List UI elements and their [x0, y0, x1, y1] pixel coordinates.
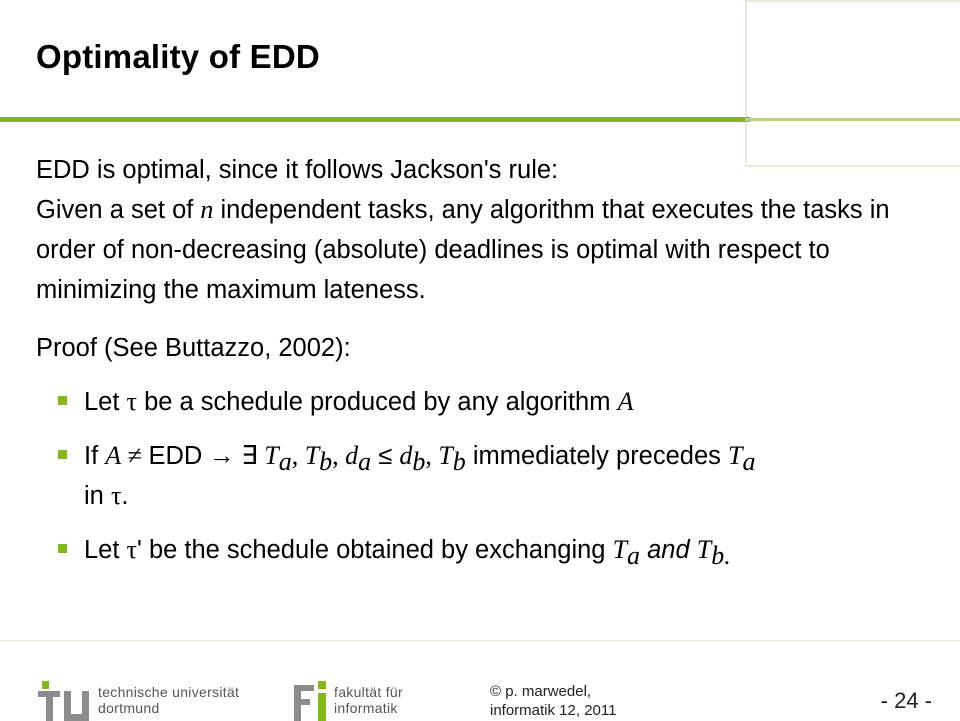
slide-footer — [0, 660, 960, 720]
math-T: T — [304, 441, 320, 470]
math-T: T — [438, 441, 453, 470]
tu-line-1: technische universität — [98, 684, 240, 700]
math-sub-b: b — [412, 447, 426, 477]
math-exists: ∃ — [241, 441, 265, 470]
math-comma: , — [425, 441, 439, 470]
tu-wordmark — [98, 684, 239, 716]
title-underline — [0, 117, 750, 122]
slide-body — [36, 150, 916, 584]
bullet-text: EDD — [148, 442, 203, 470]
bullet-text: in — [84, 482, 111, 510]
math-tau: τ — [126, 387, 137, 416]
bullet-text: and — [640, 536, 697, 564]
title-underline-extension — [745, 118, 960, 121]
math-A: A — [617, 387, 634, 416]
author-line-1: © p. marwedel, — [490, 683, 592, 700]
math-sub-a: a — [358, 447, 372, 477]
bullet-square-icon — [58, 450, 67, 459]
footer-divider — [0, 640, 960, 641]
decorative-top-line — [745, 0, 960, 2]
math-comma: , — [332, 441, 346, 470]
math-d: d — [399, 441, 413, 470]
math-tau: τ — [110, 481, 122, 510]
bullet-text: be a schedule produced by any algorithm — [137, 388, 618, 416]
intro-text-pre: Given a set of — [36, 196, 201, 224]
proof-heading: Proof (See Buttazzo, 2002): — [36, 334, 351, 362]
intro-line-1: EDD is optimal, since it follows Jackson's rule: — [36, 156, 559, 184]
math-sub-b: b. — [711, 541, 731, 571]
math-A: A — [105, 441, 122, 470]
tu-line-2: dortmund — [98, 700, 160, 716]
math-sub-a: a — [278, 447, 292, 477]
bullet-text: Let — [84, 536, 127, 564]
math-tau: τ — [126, 535, 137, 564]
slide-title: Optimality of EDD — [36, 38, 320, 75]
math-sub-a: a — [627, 541, 641, 571]
bullet-square-icon — [58, 544, 67, 553]
math-T: T — [612, 535, 628, 564]
bullet-item-1 — [36, 382, 916, 422]
bullet-item-2 — [36, 436, 916, 516]
math-sub-b: b — [319, 447, 333, 477]
math-le: ≤ — [371, 442, 400, 470]
bullet-item-3 — [36, 530, 916, 570]
bullet-text: ' be the schedule obtained by exchanging — [137, 536, 613, 564]
tu-dortmund-logo-icon — [38, 681, 94, 721]
math-T: T — [728, 441, 743, 470]
math-n: n — [200, 195, 214, 224]
math-T: T — [696, 535, 712, 564]
proof-bullets — [36, 382, 916, 570]
bullet-text: If — [84, 442, 106, 470]
author-line-2: informatik 12, 2011 — [490, 702, 617, 719]
fakultaet-informatik-logo-icon — [294, 681, 330, 721]
math-sub-b: b — [452, 447, 466, 477]
decorative-vertical-line — [745, 0, 747, 165]
math-arrow: → — [202, 441, 242, 470]
bullet-text: . — [121, 482, 129, 510]
bullet-text: immediately precedes — [465, 442, 728, 470]
bullet-text: Let — [84, 388, 127, 416]
math-sub-a: a — [742, 447, 756, 477]
math-T: T — [264, 441, 279, 470]
intro-paragraph — [36, 150, 916, 310]
math-d: d — [345, 441, 359, 470]
intro-text-post: independent tasks, any algorithm that executes the tasks in order of non-decreasing (absolute) deadlines is optimal with respect to minimizing the maximum lateness. — [36, 196, 890, 304]
bullet-square-icon — [58, 396, 67, 405]
fi-wordmark — [334, 684, 403, 716]
math-comma: , — [291, 441, 305, 470]
fi-line-2: informatik — [334, 700, 398, 716]
author-credit — [490, 682, 616, 720]
math-neq: ≠ — [121, 441, 149, 470]
fi-line-1: fakultät für — [334, 684, 403, 700]
page-number: - 24 - — [880, 688, 932, 713]
